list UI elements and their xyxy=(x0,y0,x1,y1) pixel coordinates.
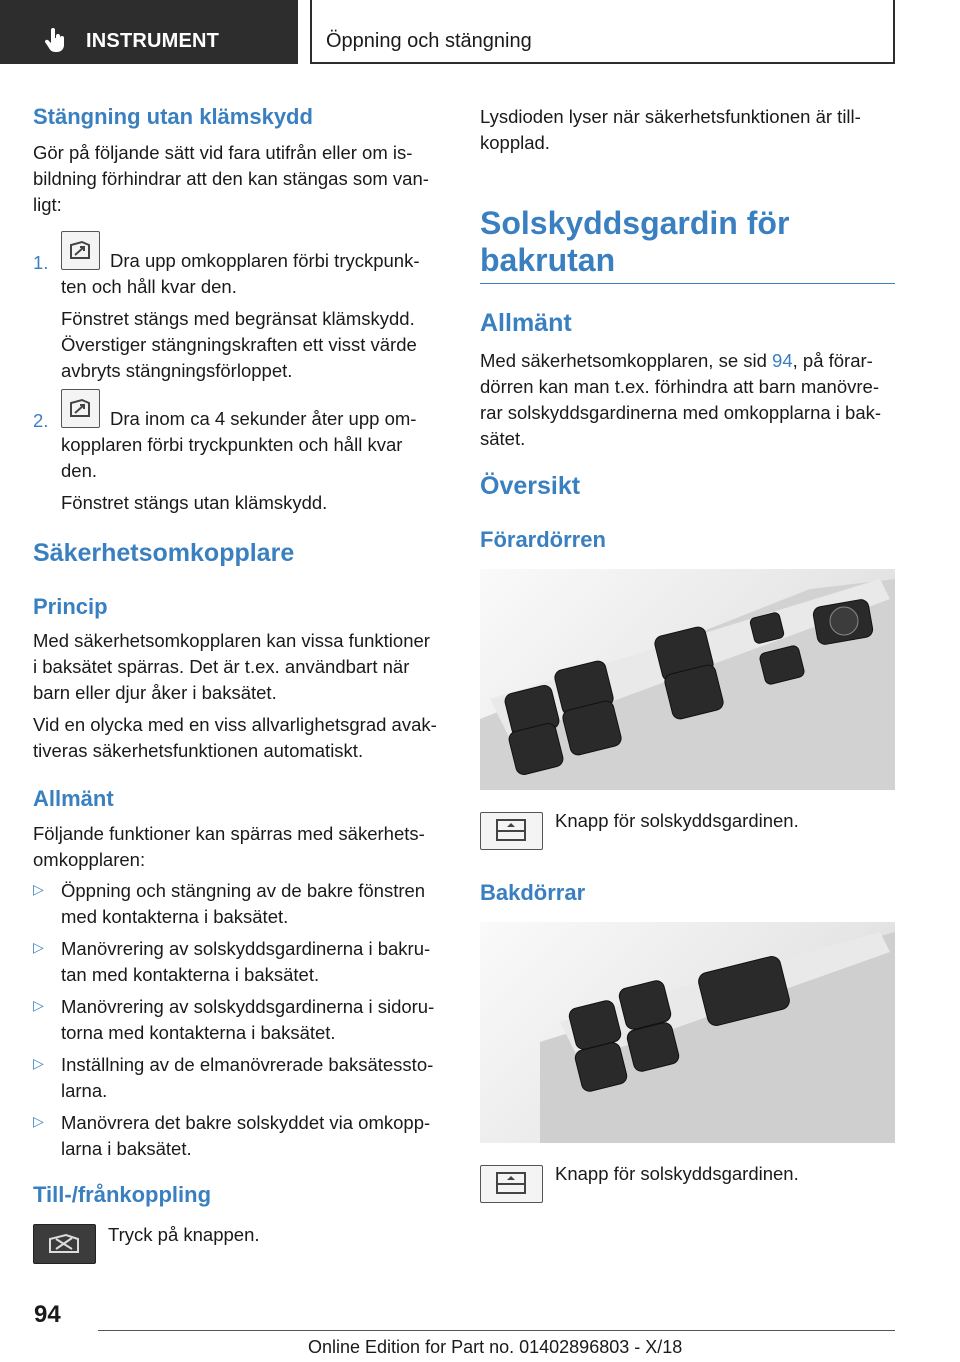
step-1-note: Fönstret stängs med begränsat klämskydd. Överstiger stängningskraften ett visst värde avbryts stängningsförloppet. xyxy=(61,308,417,381)
list-item: ▷ Manövrering av solskyddsgardinerna i bakru- tan med kontakterna i baksätet. xyxy=(33,938,431,985)
driver-door-switch-photo xyxy=(480,569,895,790)
heading-bakdorrar: Bakdörrar xyxy=(480,880,586,905)
window-switch-icon xyxy=(61,389,100,428)
step-2-text-b: kopplaren förbi tryckpunkten och håll kvar den. xyxy=(61,434,403,481)
step-1-text-a: Dra upp omkopplaren förbi tryckpunk- xyxy=(110,250,420,271)
paragraph-allmant-right: Med säkerhetsomkopplaren, se sid 94, på förar- dörren kan man t.ex. förhindra att barn manövre- rar solskyddsgardinerna med omkopplarna i bak- sätet. xyxy=(480,350,882,449)
bullet-list xyxy=(33,878,453,1168)
paragraph-lysdiod: Lysdioden lyser när säkerhetsfunktionen är till- kopplad. xyxy=(480,106,861,153)
paragraph-allmant-left: Följande funktioner kan spärras med säkerhets- omkopplaren: xyxy=(33,823,425,870)
caption-2: Knapp för solskyddsgardinen. xyxy=(555,1163,799,1184)
paragraph-princip-2: Vid en olycka med en viss allvarlighetsgrad avak- tiveras säkerhetsfunktionen automatiskt. xyxy=(33,714,437,761)
rear-door-switch-photo xyxy=(480,922,895,1143)
window-switch-icon xyxy=(61,231,100,270)
paragraph-intro: Gör på följande sätt vid fara utifrån eller om is- bildning förhindrar att den kan stängas som van- ligt: xyxy=(33,142,429,215)
header-section-title: INSTRUMENT xyxy=(86,30,220,52)
header-chapter-title: Öppning och stängning xyxy=(326,30,532,52)
heading-sakerhetsomkopplare: Säkerhetsomkopplare xyxy=(33,539,295,567)
page-number: 94 xyxy=(34,1301,61,1328)
list-item: ▷ Öppning och stängning av de bakre fönstren med kontakterna i baksätet. xyxy=(33,880,426,927)
heading-rule xyxy=(480,283,895,284)
sunblind-icon xyxy=(480,1165,543,1203)
list-item: ▷ Manövrera det bakre solskyddet via omkopp- larna i baksätet. xyxy=(33,1112,431,1159)
heading-allmant-left: Allmänt xyxy=(33,786,114,811)
footer-rule xyxy=(98,1330,895,1331)
hand-pointer-icon xyxy=(44,28,68,54)
heading-forardorren: Förardörren xyxy=(480,527,606,552)
paragraph-till: Tryck på knappen. xyxy=(108,1224,260,1245)
heading-till-frankoppling: Till-/frånkoppling xyxy=(33,1182,212,1207)
list-item: ▷ Manövrering av solskyddsgardinerna i sidoru- torna med kontakterna i baksätet. xyxy=(33,996,435,1043)
page-link-94[interactable]: 94 xyxy=(772,350,793,371)
sunblind-icon xyxy=(480,812,543,850)
heading-princip: Princip xyxy=(33,594,108,619)
heading-oversikt: Översikt xyxy=(480,472,581,500)
paragraph-princip-1: Med säkerhetsomkopplaren kan vissa funktioner i baksätet spärras. Det är t.ex. användbart när barn eller djur åker i baksätet. xyxy=(33,630,430,703)
heading-allmant-right: Allmänt xyxy=(480,309,572,337)
heading-solskyddsgardin: Solskyddsgardin för bakrutan xyxy=(480,205,790,278)
caption-1: Knapp för solskyddsgardinen. xyxy=(555,810,799,831)
step-1-text-b: ten och håll kvar den. xyxy=(61,276,237,297)
step-1-number: 1. xyxy=(33,252,49,273)
footer-edition: Online Edition for Part no. 01402896803 - X/18 xyxy=(308,1337,683,1357)
step-2-number: 2. xyxy=(33,410,49,431)
step-2-text-a: Dra inom ca 4 sekunder åter upp om- xyxy=(110,408,417,429)
child-lock-icon xyxy=(33,1224,96,1264)
list-item: ▷ Inställning av de elmanövrerade baksätessto- larna. xyxy=(33,1054,434,1101)
heading-stangning: Stängning utan klämskydd xyxy=(33,104,313,129)
step-2-note: Fönstret stängs utan klämskydd. xyxy=(61,492,328,513)
